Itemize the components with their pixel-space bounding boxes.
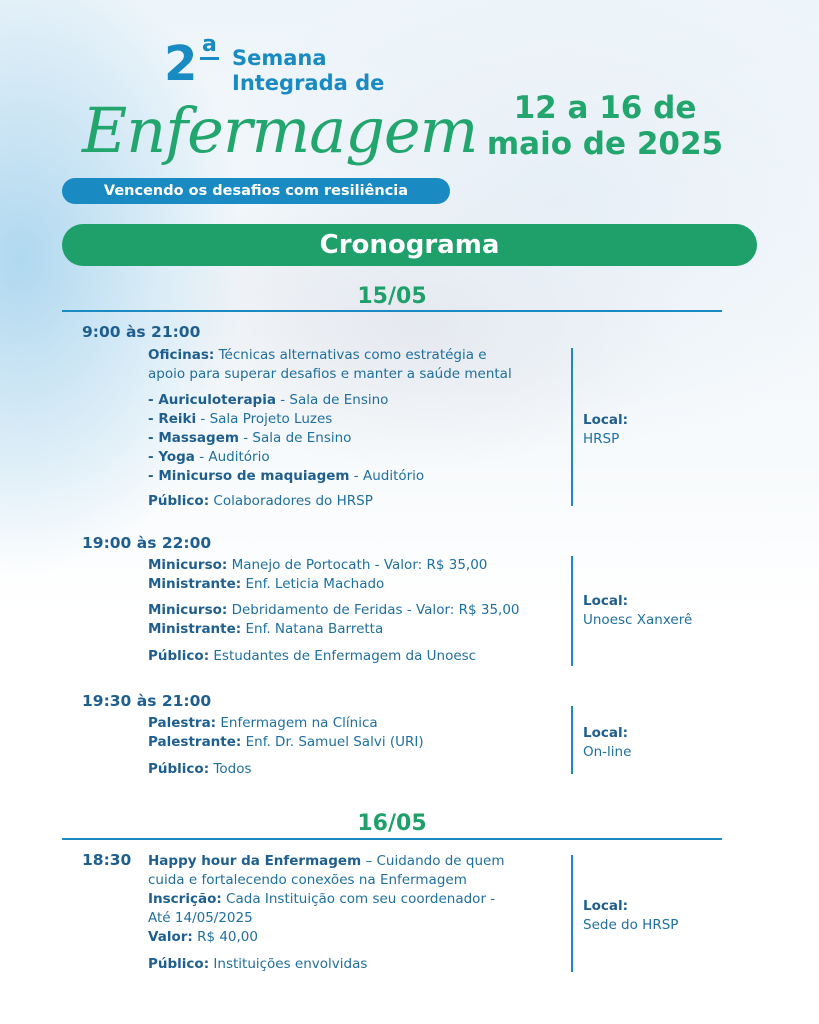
local-label: Local: xyxy=(583,593,629,609)
ministrante-value: Enf. Leticia Machado xyxy=(245,576,385,592)
location-info xyxy=(583,897,678,935)
palestrante-value: Enf. Dr. Samuel Salvi (URI) xyxy=(245,734,424,750)
day-heading-1605: 16/05 xyxy=(357,811,427,836)
valor-value: R$ 40,00 xyxy=(197,929,258,945)
day-heading-1505: 15/05 xyxy=(357,284,427,309)
title-line-semana: Semana xyxy=(232,46,327,70)
location-info xyxy=(583,411,628,449)
list-item: - Yoga - Auditório xyxy=(148,449,270,465)
ministrante-label: Ministrante: xyxy=(148,576,242,592)
publico-line xyxy=(148,492,373,511)
local-value: Unoesc Xanxerê xyxy=(583,612,693,628)
workshop-name: Yoga xyxy=(158,449,195,465)
local-value: On-line xyxy=(583,744,632,760)
inscricao-value: Cada Instituição com seu coordenador - xyxy=(226,891,496,907)
workshop-place: Sala de Ensino xyxy=(289,392,389,408)
day-divider xyxy=(62,310,722,312)
local-label: Local: xyxy=(583,412,629,428)
workshop-place: Auditório xyxy=(362,468,425,484)
publico-label: Público: xyxy=(148,648,210,664)
time-slot: 19:00 às 22:00 xyxy=(82,534,212,552)
publico-line xyxy=(148,760,251,779)
minicurso-label: Minicurso: xyxy=(148,557,228,573)
workshop-name: Auriculoterapia xyxy=(158,392,276,408)
time-slot: 19:30 às 21:00 xyxy=(82,692,212,710)
palestrante-label: Palestrante: xyxy=(148,734,242,750)
happy-hour-desc: – Cuidando de quem xyxy=(361,853,505,869)
event-dates xyxy=(470,90,740,162)
palestra-label: Palestra: xyxy=(148,715,217,731)
ministrante-value: Enf. Natana Barretta xyxy=(245,621,384,637)
publico-label: Público: xyxy=(148,956,210,972)
happy-hour-line-2: cuida e fortalecendo conexões na Enfermagem xyxy=(148,872,467,888)
location-divider xyxy=(571,855,573,972)
local-value: HRSP xyxy=(583,431,620,447)
valor-label: Valor: xyxy=(148,929,193,945)
palestra-value: Enfermagem na Clínica xyxy=(220,715,378,731)
list-item: - Reiki - Sala Projeto Luzes xyxy=(148,411,333,427)
list-item: - Massagem - Sala de Ensino xyxy=(148,430,352,446)
workshop-name: Reiki xyxy=(158,411,197,427)
palestrante-line xyxy=(148,733,424,752)
workshop-name: Minicurso de maquiagem xyxy=(158,468,350,484)
section-title-cronograma: Cronograma xyxy=(62,224,757,266)
inscricao-deadline: Até 14/05/2025 xyxy=(148,910,253,926)
location-info xyxy=(583,592,692,630)
list-item: - Auriculoterapia - Sala de Ensino xyxy=(148,392,389,408)
oficinas-text: Técnicas alternativas como estratégia e xyxy=(218,347,487,363)
publico-value: Colaboradores do HRSP xyxy=(213,493,373,509)
minicurso-line-1 xyxy=(148,556,487,575)
location-info xyxy=(583,724,631,762)
publico-value: Estudantes de Enfermagem da Unoesc xyxy=(213,648,477,664)
title-script-enfermagem: Enfermagem xyxy=(82,94,478,167)
time-slot: 9:00 às 21:00 xyxy=(82,323,201,341)
ministrante-line-1 xyxy=(148,575,384,594)
publico-value: Instituições envolvidas xyxy=(213,956,368,972)
local-label: Local: xyxy=(583,898,629,914)
minicurso-value: Manejo de Portocath - Valor: R$ 35,00 xyxy=(231,557,488,573)
inscricao-line xyxy=(148,890,495,909)
palestra-line xyxy=(148,714,378,733)
workshop-place: Sala de Ensino xyxy=(252,430,352,446)
minicurso-label: Minicurso: xyxy=(148,602,228,618)
happy-hour-title: Happy hour da Enfermagem xyxy=(148,853,362,869)
oficinas-line-2: apoio para superar desafios e manter a saúde mental xyxy=(148,366,512,382)
local-value: Sede do HRSP xyxy=(583,917,679,933)
minicurso-value: Debridamento de Feridas - Valor: R$ 35,00 xyxy=(231,602,520,618)
publico-label: Público: xyxy=(148,493,210,509)
location-divider xyxy=(571,556,573,666)
event-dates-line2: maio de 2025 xyxy=(486,126,724,162)
day-divider xyxy=(62,838,722,840)
time-slot: 18:30 xyxy=(82,851,132,869)
minicurso-line-2 xyxy=(148,601,520,620)
edition-ordinal-suffix: a xyxy=(200,34,219,60)
location-divider xyxy=(571,348,573,506)
inscricao-label: Inscrição: xyxy=(148,891,222,907)
publico-line xyxy=(148,647,476,666)
title-line-integrada: Integrada de xyxy=(232,71,385,95)
publico-value: Todos xyxy=(213,761,252,777)
happy-hour-line-1 xyxy=(148,852,505,871)
workshop-name: Massagem xyxy=(158,430,239,446)
ministrante-label: Ministrante: xyxy=(148,621,242,637)
publico-label: Público: xyxy=(148,761,210,777)
ministrante-line-2 xyxy=(148,620,383,639)
oficinas-line-1 xyxy=(148,346,487,365)
list-item: - Minicurso de maquiagem - Auditório xyxy=(148,468,425,484)
workshop-place: Auditório xyxy=(208,449,270,465)
location-divider xyxy=(571,706,573,774)
valor-line xyxy=(148,928,258,947)
workshop-place: Sala Projeto Luzes xyxy=(209,411,333,427)
subtitle-pill: Vencendo os desafios com resiliência xyxy=(62,178,450,204)
event-dates-line1: 12 a 16 de xyxy=(513,90,697,126)
publico-line xyxy=(148,955,367,974)
oficinas-label: Oficinas: xyxy=(148,347,215,363)
edition-number: 2 xyxy=(164,36,198,92)
local-label: Local: xyxy=(583,725,629,741)
